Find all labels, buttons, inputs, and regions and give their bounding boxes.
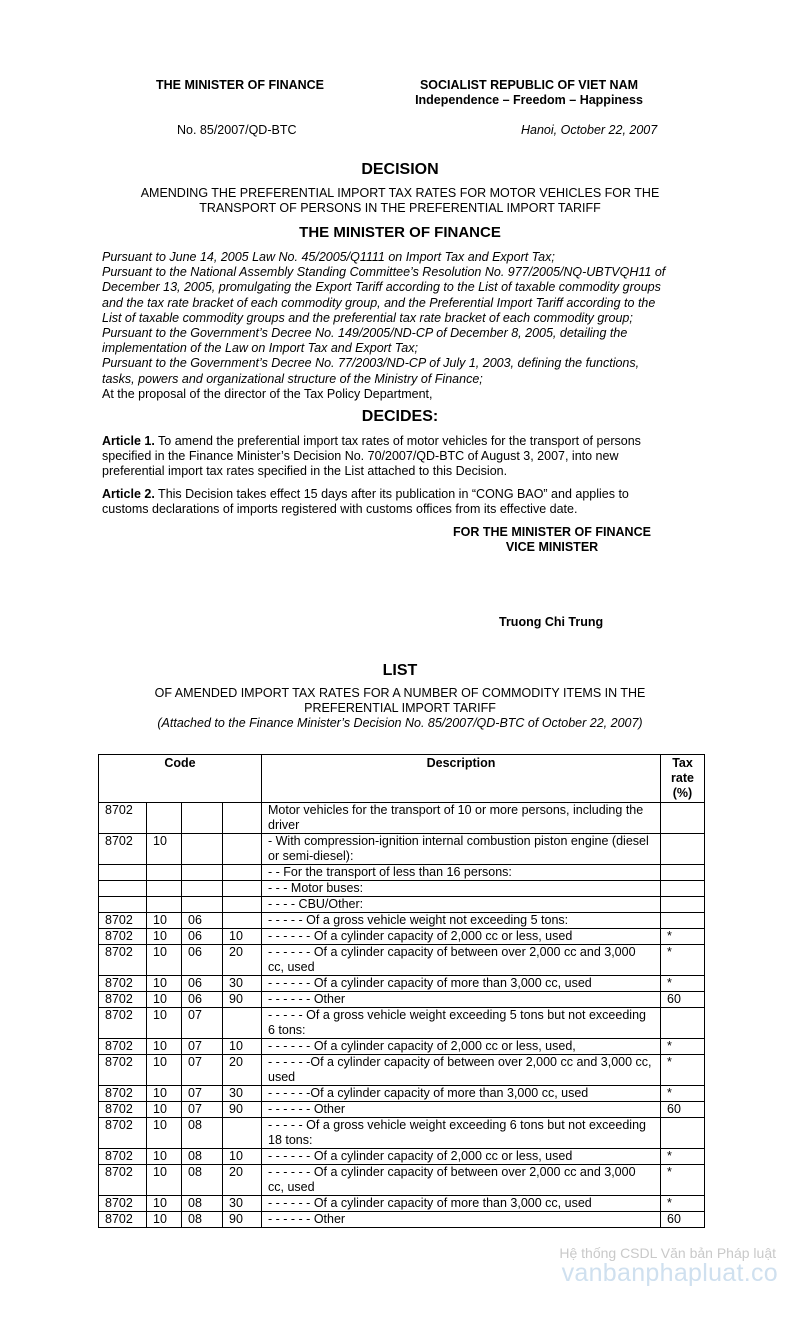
code-item-cell: 30 [223,1196,262,1212]
code-heading-cell: 10 [147,1102,182,1118]
table-row [99,992,705,1008]
code-chapter-cell: 8702 [99,834,147,865]
header-description: Description [262,755,661,803]
code-heading-cell: 10 [147,929,182,945]
table-row [99,897,705,913]
code-heading-cell: 10 [147,834,182,865]
code-heading-cell [147,803,182,834]
tax-rate-cell: * [661,1039,705,1055]
code-item-cell: 90 [223,992,262,1008]
code-heading-cell: 10 [147,976,182,992]
watermark-line-2: vanbanphapluat.co [561,1259,778,1287]
code-heading-cell: 10 [147,1118,182,1149]
code-item-cell: 10 [223,1039,262,1055]
code-subheading-cell: 06 [182,992,223,1008]
code-item-cell [223,1008,262,1039]
table-row [99,1212,705,1228]
table-row [99,945,705,976]
code-item-cell: 30 [223,976,262,992]
description-cell: - - - - - - Of a cylinder capacity of more than 3,000 cc, used [262,976,661,992]
header-tax-line: Tax [672,756,693,770]
code-heading-cell: 10 [147,1196,182,1212]
header-tax-line: (%) [672,786,693,800]
code-item-cell [223,834,262,865]
code-subheading-cell: 07 [182,1008,223,1039]
article-2-label: Article 2. [102,487,155,501]
preamble-line: List of taxable commodity groups and the preferential tax rate bracket of each commodity group; [102,310,633,325]
preamble-line: Pursuant to the Government’s Decree No. 149/2005/ND-CP of December 8, 2005, detailing the [102,326,628,341]
tax-rate-cell: * [661,1149,705,1165]
preamble [102,250,722,402]
preamble-line: tasks, powers and organizational structure of the Ministry of Finance; [102,371,483,386]
article-2-text: This Decision takes effect 15 days after its publication in “CONG BAO” and applies to [154,487,629,501]
code-item-cell [223,865,262,881]
code-chapter-cell [99,881,147,897]
table-row [99,1086,705,1102]
table-row [99,1165,705,1196]
country-name: SOCIALIST REPUBLIC OF VIET NAM [419,78,639,92]
signature-for: FOR THE MINISTER OF FINANCE [453,525,651,539]
table-row [99,913,705,929]
code-subheading-cell [182,865,223,881]
decides-heading: DECIDES: [361,408,439,425]
table-header-row [99,755,705,803]
table-row [99,1196,705,1212]
article-1 [102,434,722,480]
document-number: No. 85/2007/QD-BTC [177,123,297,137]
table-row [99,1149,705,1165]
code-heading-cell: 10 [147,1008,182,1039]
table-row [99,834,705,865]
description-cell: - - - - - Of a gross vehicle weight not exceeding 5 tons: [262,913,661,929]
code-subheading-cell: 08 [182,1165,223,1196]
code-chapter-cell: 8702 [99,976,147,992]
code-item-cell: 90 [223,1212,262,1228]
code-item-cell: 20 [223,945,262,976]
code-subheading-cell [182,897,223,913]
decision-subtitle-1: AMENDING THE PREFERENTIAL IMPORT TAX RATES FOR MOTOR VEHICLES FOR THE [140,186,660,200]
list-title: LIST [382,662,418,679]
tax-rate-cell: * [661,1086,705,1102]
code-subheading-cell: 07 [182,1039,223,1055]
description-cell: - - - - - - Of a cylinder capacity of 2,000 cc or less, used, [262,1039,661,1055]
code-heading-cell: 10 [147,1039,182,1055]
code-item-cell: 20 [223,1055,262,1086]
tax-rate-cell: * [661,945,705,976]
code-chapter-cell: 8702 [99,929,147,945]
table-row [99,1102,705,1118]
tax-rate-cell: * [661,976,705,992]
code-item-cell [223,803,262,834]
tax-rate-cell: * [661,1196,705,1212]
description-cell: - - - - - -Of a cylinder capacity of between over 2,000 cc and 3,000 cc, used [262,1055,661,1086]
code-subheading-cell: 07 [182,1086,223,1102]
list-subtitle-2: PREFERENTIAL IMPORT TARIFF [304,701,496,715]
code-chapter-cell: 8702 [99,992,147,1008]
list-subtitle-1: OF AMENDED IMPORT TAX RATES FOR A NUMBER OF COMMODITY ITEMS IN THE [154,686,646,700]
national-motto: Independence – Freedom – Happiness [415,93,643,107]
place-date: Hanoi, October 22, 2007 [521,123,658,137]
tax-rate-cell [661,913,705,929]
code-subheading-cell: 08 [182,1196,223,1212]
code-subheading-cell: 06 [182,929,223,945]
proposal-line: At the proposal of the director of the Tax Policy Department, [102,386,433,401]
preamble-line: implementation of the Law on Import Tax and Export Tax; [102,341,418,356]
code-heading-cell: 10 [147,1086,182,1102]
article-2 [102,487,722,517]
table-row [99,929,705,945]
code-chapter-cell: 8702 [99,1086,147,1102]
description-cell: - - - - - -Of a cylinder capacity of more than 3,000 cc, used [262,1086,661,1102]
tax-rate-cell: * [661,929,705,945]
table-row [99,865,705,881]
decision-title: DECISION [361,161,439,178]
tax-rate-cell: 60 [661,992,705,1008]
description-cell: - - - - - - Other [262,992,661,1008]
article-2-text: customs declarations of imports registered with customs offices from its effective date. [102,502,578,517]
tax-rate-cell [661,1118,705,1149]
article-1-label: Article 1. [102,434,155,448]
tax-rate-cell: * [661,1055,705,1086]
tax-rate-cell [661,803,705,834]
code-item-cell [223,881,262,897]
code-chapter-cell: 8702 [99,1102,147,1118]
description-cell: - - - - - - Other [262,1102,661,1118]
preamble-line: Pursuant to June 14, 2005 Law No. 45/2005/Q1111 on Import Tax and Export Tax; [102,250,555,264]
tax-rate-cell [661,1008,705,1039]
code-heading-cell: 10 [147,992,182,1008]
code-heading-cell: 10 [147,1212,182,1228]
description-cell: Motor vehicles for the transport of 10 or more persons, including the driver [262,803,661,834]
code-heading-cell [147,865,182,881]
code-subheading-cell: 08 [182,1212,223,1228]
description-cell: - - - - - - Of a cylinder capacity of more than 3,000 cc, used [262,1196,661,1212]
issuer: THE MINISTER OF FINANCE [155,78,325,92]
list-attached-note: (Attached to the Finance Minister’s Decision No. 85/2007/QD-BTC of October 22, 2007) [157,716,643,730]
code-heading-cell [147,881,182,897]
code-heading-cell: 10 [147,1149,182,1165]
watermark-line-1: Hệ thống CSDL Văn bản Pháp luật [559,1245,776,1261]
decision-subtitle-2: TRANSPORT OF PERSONS IN THE PREFERENTIAL IMPORT TARIFF [199,201,601,215]
code-subheading-cell [182,881,223,897]
code-heading-cell: 10 [147,1055,182,1086]
code-item-cell [223,1118,262,1149]
code-item-cell: 10 [223,929,262,945]
article-1-text: preferential import tax rates specified in the List attached to this Decision. [102,464,508,479]
code-item-cell: 20 [223,1165,262,1196]
description-cell: - - - - - - Of a cylinder capacity of between over 2,000 cc and 3,000 cc, used [262,945,661,976]
signature-title: VICE MINISTER [505,540,599,554]
table-row [99,1055,705,1086]
code-item-cell [223,913,262,929]
preamble-line: and the tax rate bracket of each commodity group, and the Preferential Import Tariff according to the [102,295,656,310]
code-chapter-cell: 8702 [99,1008,147,1039]
article-1-text: specified in the Finance Minister’s Decision No. 70/2007/QD-BTC of August 3, 2007, into new [102,449,619,464]
code-subheading-cell [182,834,223,865]
code-heading-cell: 10 [147,913,182,929]
code-item-cell: 90 [223,1102,262,1118]
code-chapter-cell: 8702 [99,1165,147,1196]
code-item-cell [223,897,262,913]
code-chapter-cell [99,897,147,913]
header-tax-rate [661,755,705,803]
preamble-line: Pursuant to the Government’s Decree No. 77/2003/ND-CP of July 1, 2003, defining the functions, [102,356,640,371]
code-heading-cell: 10 [147,1165,182,1196]
tax-rate-cell [661,834,705,865]
code-chapter-cell: 8702 [99,1196,147,1212]
article-1-text: To amend the preferential import tax rates of motor vehicles for the transport of persons [154,434,641,448]
description-cell: - - - - - - Of a cylinder capacity of 2,000 cc or less, used [262,929,661,945]
code-chapter-cell: 8702 [99,803,147,834]
code-chapter-cell: 8702 [99,1055,147,1086]
table-row [99,1118,705,1149]
code-chapter-cell [99,865,147,881]
code-item-cell: 30 [223,1086,262,1102]
table-row [99,1008,705,1039]
header-tax-line: rate [671,771,694,785]
description-cell: - - - - - - Of a cylinder capacity of 2,000 cc or less, used [262,1149,661,1165]
description-cell: - - - - - - Of a cylinder capacity of between over 2,000 cc and 3,000 cc, used [262,1165,661,1196]
code-chapter-cell: 8702 [99,1039,147,1055]
table-row [99,803,705,834]
code-chapter-cell: 8702 [99,945,147,976]
code-item-cell: 10 [223,1149,262,1165]
code-subheading-cell: 07 [182,1055,223,1086]
code-subheading-cell: 08 [182,1118,223,1149]
description-cell: - - - - - Of a gross vehicle weight exceeding 5 tons but not exceeding 6 tons: [262,1008,661,1039]
code-heading-cell [147,897,182,913]
tariff-table [98,754,705,1228]
code-chapter-cell: 8702 [99,1212,147,1228]
tax-rate-cell [661,897,705,913]
code-subheading-cell: 06 [182,976,223,992]
code-chapter-cell: 8702 [99,1118,147,1149]
tax-rate-cell [661,865,705,881]
signer-name: Truong Chi Trung [499,615,604,629]
code-heading-cell: 10 [147,945,182,976]
tax-rate-cell: * [661,1165,705,1196]
description-cell: - With compression-ignition internal combustion piston engine (diesel or semi-diesel): [262,834,661,865]
code-subheading-cell [182,803,223,834]
tax-rate-cell [661,881,705,897]
preamble-line: Pursuant to the National Assembly Standing Committee’s Resolution No. 977/2005/NQ-UBTVQH11 of [102,265,666,280]
code-subheading-cell: 07 [182,1102,223,1118]
code-chapter-cell: 8702 [99,913,147,929]
description-cell: - - - Motor buses: [262,881,661,897]
table-row [99,976,705,992]
description-cell: - - For the transport of less than 16 persons: [262,865,661,881]
table-row [99,881,705,897]
authority-heading: THE MINISTER OF FINANCE [299,224,501,241]
code-subheading-cell: 08 [182,1149,223,1165]
preamble-line: December 13, 2005, promulgating the Export Tariff according to the List of taxable commodity groups [102,280,661,295]
description-cell: - - - - CBU/Other: [262,897,661,913]
table-row [99,1039,705,1055]
tax-rate-cell: 60 [661,1102,705,1118]
code-subheading-cell: 06 [182,945,223,976]
description-cell: - - - - - - Other [262,1212,661,1228]
header-code: Code [99,755,262,803]
tax-rate-cell: 60 [661,1212,705,1228]
description-cell: - - - - - Of a gross vehicle weight exceeding 6 tons but not exceeding 18 tons: [262,1118,661,1149]
code-subheading-cell: 06 [182,913,223,929]
code-chapter-cell: 8702 [99,1149,147,1165]
